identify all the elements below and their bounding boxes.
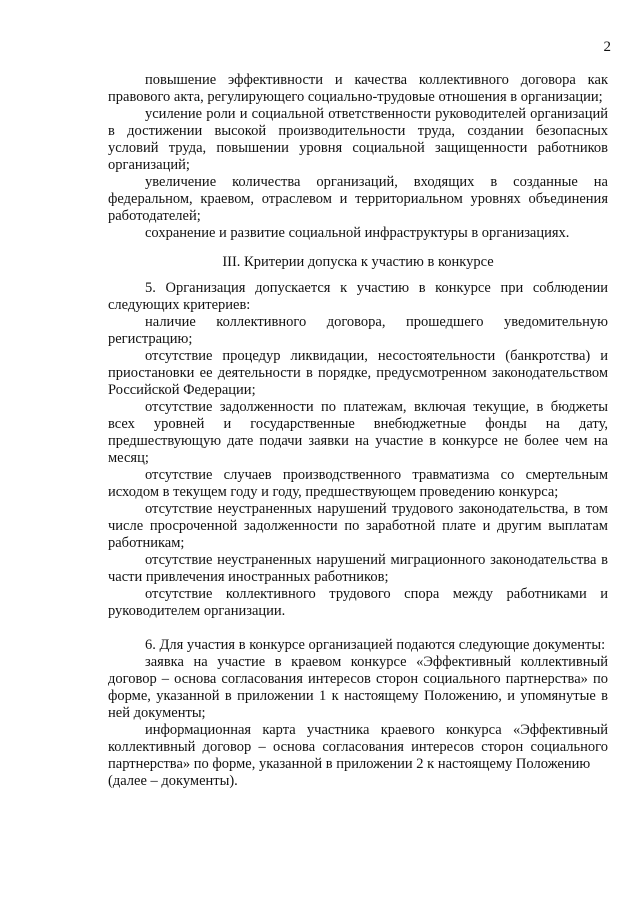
- goal-paragraph: сохранение и развитие социальной инфраструктуры в организациях.: [145, 225, 570, 241]
- criterion-paragraph: отсутствие неустраненных нарушений трудового законодательства, в том числе просроченной задолженности по заработной плате и другим выплатам работникам;: [108, 501, 608, 551]
- goal-paragraph: усиление роли и социальной ответственности руководителей организаций в достижении высокой производительности труда, создании безопасных условий труда, повышении уровня социальной защищенности работников организаций;: [108, 106, 608, 173]
- goal-paragraph: увеличение количества организаций, входящих в созданные на федеральном, краевом, отраслевом и территориальном уровнях объединения работодателей;: [108, 174, 608, 224]
- paragraph-spacer: [108, 620, 608, 637]
- criterion-paragraph: отсутствие коллективного трудового спора между работниками и руководителем организации.: [108, 586, 608, 619]
- criterion-paragraph: отсутствие процедур ликвидации, несостоятельности (банкротства) и приостановки ее деятельности в порядке, предусмотренном законодательством Российской Федерации;: [108, 348, 608, 398]
- criterion-paragraph: наличие коллективного договора, прошедшего уведомительную регистрацию;: [108, 314, 608, 347]
- document-paragraph: информационная карта участника краевого конкурса «Эффективный коллективный договор – основа согласования интересов сторон социального партнерства» по форме, указанной в приложении 2 к настоящему Положению: [108, 722, 608, 772]
- criteria-list: [108, 314, 608, 620]
- page-number: 2: [603, 39, 611, 55]
- section-heading: III. Критерии допуска к участию в конкурсе: [222, 254, 494, 270]
- documents-list: [108, 654, 608, 773]
- criterion-paragraph: отсутствие случаев производственного травматизма со смертельным исходом в текущем году и году, предшествующем проведению конкурса;: [108, 467, 608, 500]
- closing-line: (далее – документы).: [108, 773, 238, 789]
- page-content: [108, 72, 608, 790]
- document-paragraph: заявка на участие в краевом конкурсе «Эффективный коллективный договор – основа согласования интересов сторон социального партнерства» по форме, указанной в приложении 1 к настоящему Положению, и упомянутые в ней документы;: [108, 654, 608, 721]
- criterion-paragraph: отсутствие неустраненных нарушений миграционного законодательства в части привлечения иностранных работников;: [108, 552, 608, 585]
- goals-list: [108, 72, 608, 242]
- goal-paragraph: повышение эффективности и качества коллективного договора как правового акта, регулирующего социально-трудовые отношения в организации;: [108, 72, 608, 105]
- criterion-paragraph: отсутствие задолженности по платежам, включая текущие, в бюджеты всех уровней и государственные внебюджетные фонды на дату, предшествующую дате подачи заявки на участие в конкурсе не более чем на месяц;: [108, 399, 608, 466]
- item-5-intro: 5. Организация допускается к участию в конкурсе при соблюдении следующих критериев:: [108, 280, 608, 313]
- item-6-intro: 6. Для участия в конкурсе организацией подаются следующие документы:: [145, 637, 606, 653]
